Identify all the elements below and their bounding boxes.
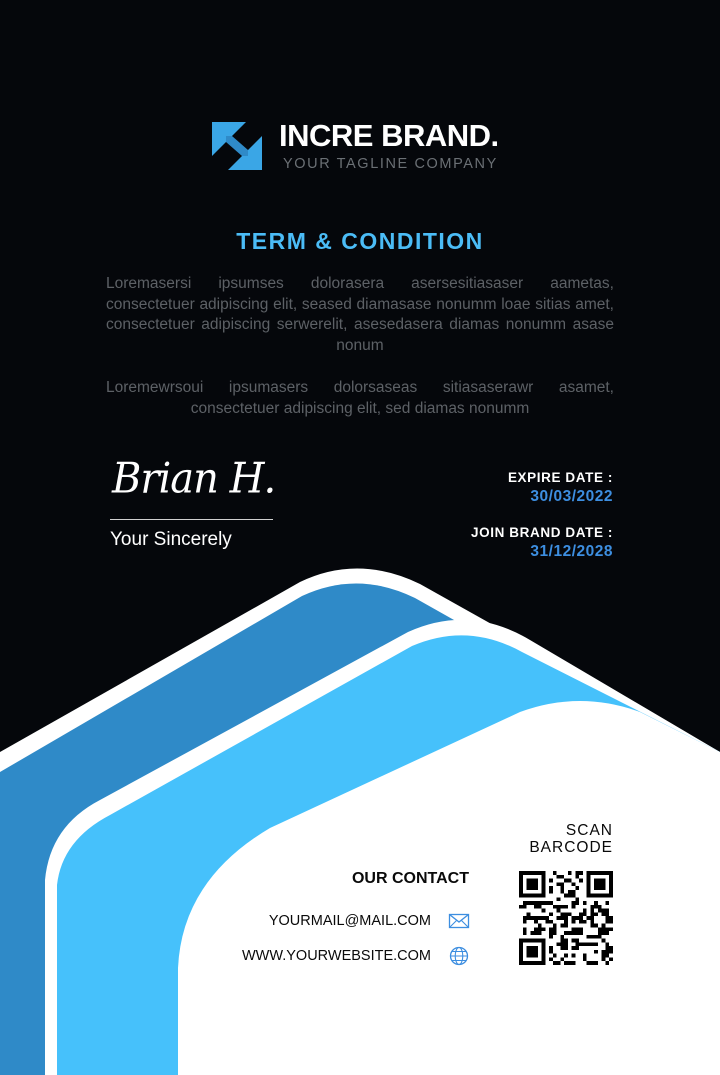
contact-title: OUR CONTACT bbox=[351, 870, 469, 887]
signature-closing: Your Sincerely bbox=[110, 529, 232, 550]
join-date-label: JOIN BRAND DATE : bbox=[471, 525, 613, 540]
terms-paragraph-2: Loremewrsoui ipsumasers dolorsaseas sitiasaserawr asamet, consectetuer adipiscing elit, sed diamas nonumm bbox=[106, 379, 614, 417]
expire-date-value: 30/03/2022 bbox=[530, 488, 613, 505]
contact-website[interactable]: WWW.YOURWEBSITE.COM bbox=[241, 948, 431, 964]
signature: Brian H. bbox=[112, 454, 276, 504]
scan-label-line1: SCAN bbox=[565, 822, 613, 839]
terms-paragraph-1: Loremasersi ipsumses dolorasera asersesitiasaser aametas, consectetuer adipiscing elit, seased diamasase nonumm loae sitias amet, consectetuer adipiscing serwerelit, asesedasera diamas nonumm asase nonum bbox=[106, 275, 614, 354]
globe-icon bbox=[448, 945, 470, 967]
brand-name: INCRE BRAND. bbox=[279, 118, 499, 153]
brand-tagline: YOUR TAGLINE COMPANY bbox=[283, 156, 498, 172]
qr-code-icon[interactable] bbox=[519, 871, 613, 965]
join-date-value: 31/12/2028 bbox=[530, 543, 613, 560]
brand-logo bbox=[212, 116, 512, 176]
brand-mark-icon bbox=[212, 122, 262, 170]
mail-icon bbox=[448, 910, 470, 932]
signature-line bbox=[110, 519, 273, 520]
contact-email[interactable]: YOURMAIL@MAIL.COM bbox=[268, 913, 431, 929]
scan-barcode-label bbox=[529, 822, 613, 856]
terms-title: TERM & CONDITION bbox=[236, 228, 484, 254]
expire-date-label: EXPIRE DATE : bbox=[507, 470, 613, 485]
scan-label-line2: BARCODE bbox=[529, 839, 613, 856]
